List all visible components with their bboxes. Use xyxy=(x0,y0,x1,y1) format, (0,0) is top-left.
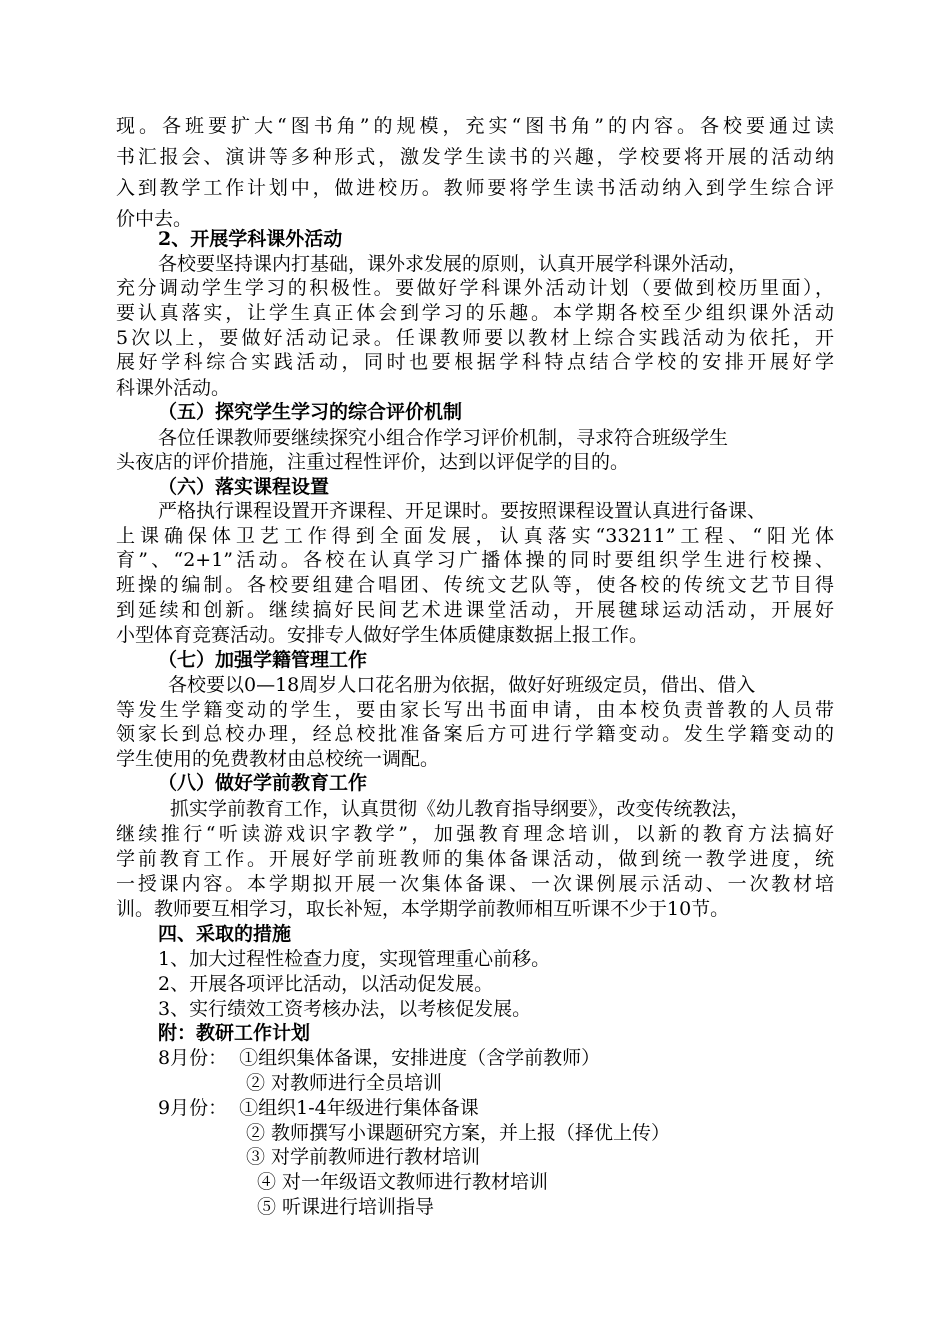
body-text-line: 等发生学籍变动的学生，要由家长写出书面申请，由本校负责普教的人员带 xyxy=(116,699,834,721)
body-text-line: 入到教学工作计划中，做进校历。教师要将学生读书活动纳入到学生综合评 xyxy=(116,177,834,199)
section-heading: （八）做好学前教育工作 xyxy=(158,772,368,794)
list-item: 3、实行绩效工资考核办法，以考核促发展。 xyxy=(158,998,532,1020)
body-text-line: 抓实学前教育工作，认真贯彻《幼儿教育指导纲要》，改变传统教法， xyxy=(170,798,750,820)
body-text-line: 头夜店的评价措施，注重过程性评价，达到以评促学的目的。 xyxy=(116,451,630,473)
list-item: 2、开展各项评比活动，以活动促发展。 xyxy=(158,973,494,995)
body-text-line: 严格执行课程设置开齐课程、开足课时。要按照课程设置认真进行备课、 xyxy=(158,500,767,522)
schedule-item: ② 对教师进行全员培训 xyxy=(246,1072,443,1094)
body-text-line: 展好学科综合实践活动，同时也要根据学科特点结合学校的安排开展好学 xyxy=(116,351,834,373)
section-heading: 2、开展学科课外活动 xyxy=(158,228,343,250)
schedule-month-line: 8月份： ①组织集体备课，安排进度（含学前教师） xyxy=(158,1047,601,1069)
body-text-line: 领家长到总校办理，经总校批准备案后方可进行学籍变动。发生学籍变动的 xyxy=(116,723,834,745)
body-text-line: 科课外活动。 xyxy=(116,377,231,399)
body-text-line: 各校要坚持课内打基础，课外求发展的原则，认真开展学科课外活动， xyxy=(158,253,748,275)
body-text-line: 现。各班要扩大“图书角”的规模，充实“图书角”的内容。各校要通过读 xyxy=(116,115,834,137)
section-heading: （五）探究学生学习的综合评价机制 xyxy=(158,401,463,423)
schedule-month-line: 9月份： ①组织1-4年级进行集体备课 xyxy=(158,1097,479,1119)
section-heading: （七）加强学籍管理工作 xyxy=(158,649,368,671)
body-text-line: 各位任课教师要继续探究小组合作学习评价机制，寻求符合班级学生 xyxy=(158,427,729,449)
body-text-line: 5次以上，要做好活动记录。任课教师要以教材上综合实践活动为依托，开 xyxy=(116,327,834,349)
body-text-line: 继续推行“听读游戏识字教学”，加强教育理念培训，以新的教育方法搞好 xyxy=(116,823,834,845)
body-text-line: 训。教师要互相学习，取长补短，本学期学前教师相互听课不少于10节。 xyxy=(116,898,730,920)
body-text-line: 书汇报会、演讲等多种形式，激发学生读书的兴趣，学校要将开展的活动纳 xyxy=(116,146,834,168)
body-text-line: 学前教育工作。开展好学前班教师的集体备课活动，做到统一教学进度，统 xyxy=(116,848,834,870)
schedule-item: ③ 对学前教师进行教材培训 xyxy=(246,1146,481,1168)
section-heading: 四、采取的措施 xyxy=(158,923,292,945)
body-text-line: 一授课内容。本学期拟开展一次集体备课、一次课例展示活动、一次教材培 xyxy=(116,873,834,895)
schedule-item: ② 教师撰写小课题研究方案，并上报（择优上传） xyxy=(246,1122,671,1144)
body-text-line: 小型体育竞赛活动。安排专人做好学生体质健康数据上报工作。 xyxy=(116,624,649,646)
body-text-line: 要认真落实，让学生真正体会到学习的乐趣。本学期各校至少组织课外活动 xyxy=(116,302,834,324)
list-item: 1、加大过程性检查力度，实现管理重心前移。 xyxy=(158,948,551,970)
body-text-line: 充分调动学生学习的积极性。要做好学科课外活动计划（要做到校历里面）， xyxy=(116,277,834,299)
body-text-line: 育”、“2+1”活动。各校在认真学习广播体操的同时要组织学生进行校操、 xyxy=(116,549,834,571)
body-text-line: 学生使用的免费教材由总校统一调配。 xyxy=(116,748,440,770)
schedule-item: ④ 对一年级语文教师进行教材培训 xyxy=(257,1171,549,1193)
schedule-item: ⑤ 听课进行培训指导 xyxy=(257,1196,435,1218)
body-text-line: 班操的编制。各校要组建合唱团、传统文艺队等，使各校的传统文艺节目得 xyxy=(116,574,834,596)
body-text-line: 价中去。 xyxy=(116,208,193,230)
body-text-line: 到延续和创新。继续搞好民间艺术进课堂活动，开展毽球运动活动，开展好 xyxy=(116,599,834,621)
section-heading: （六）落实课程设置 xyxy=(158,476,330,498)
body-text-line: 各校要以0—18周岁人口花名册为依据，做好好班级定员，借出、借入 xyxy=(168,674,756,696)
section-heading: 附：教研工作计划 xyxy=(158,1022,311,1044)
body-text-line: 上课确保体卫艺工作得到全面发展，认真落实“33211”工程、“阳光体 xyxy=(116,525,834,547)
